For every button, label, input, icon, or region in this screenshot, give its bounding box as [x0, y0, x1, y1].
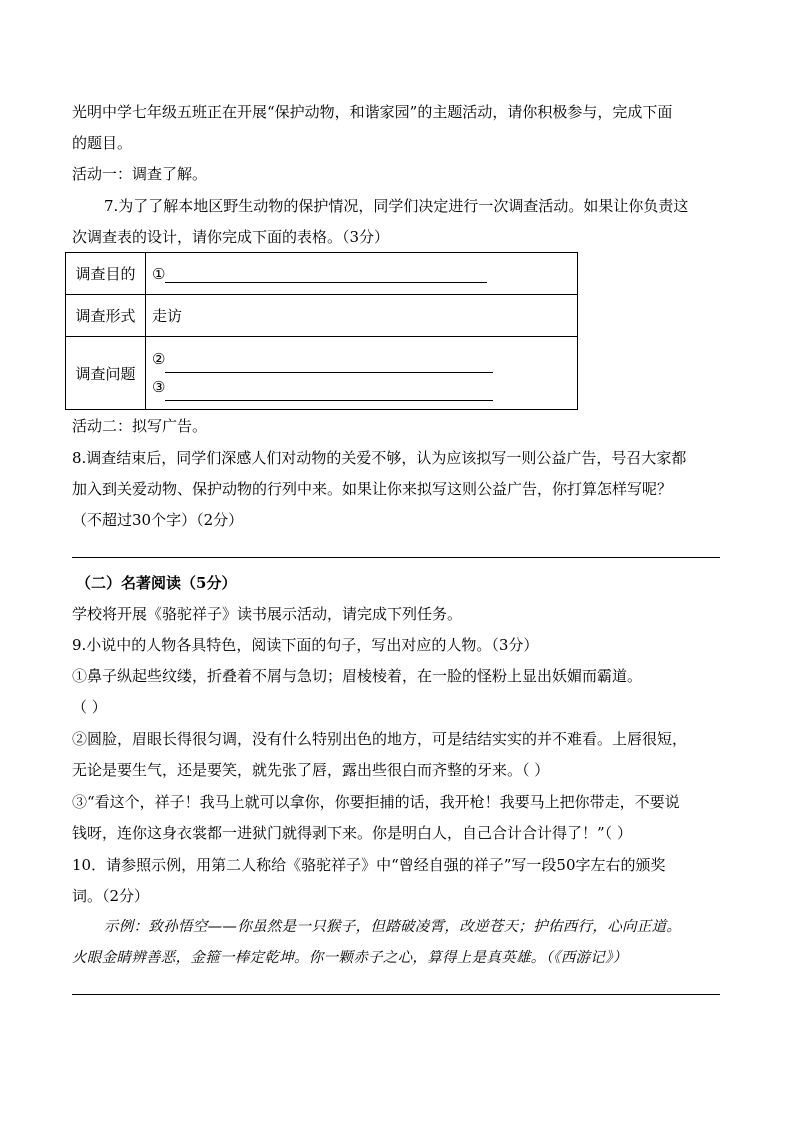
answer-blank[interactable] [165, 356, 493, 373]
intro-line-1: 光明中学七年级五班正在开展“保护动物，和谐家园”的主题活动，请你积极参与，完成下面 [72, 103, 673, 121]
activity-2-heading: 活动二：拟写广告。 [72, 417, 208, 435]
table-row [66, 253, 578, 295]
question-9-sentence-3-line-1: ③“看这个，祥子！我马上就可以拿你，你要拒捕的话，我开枪！我要马上把你带走，不要说 [72, 793, 680, 811]
table-label-form: 调查形式 [66, 295, 146, 337]
question-7-line-1: 7.为了了解本地区野生动物的保护情况，同学们决定进行一次调查活动。如果让你负责这 [104, 197, 689, 215]
answer-line[interactable] [72, 557, 720, 558]
blank-marker: ③ [152, 378, 166, 396]
answer-blank[interactable] [165, 384, 493, 401]
table-row [66, 337, 578, 410]
answer-line[interactable] [72, 994, 720, 995]
table-cell-questions[interactable] [146, 337, 578, 410]
survey-table [65, 252, 578, 410]
question-8-line-1: 8.调查结束后，同学们深感人们对动物的关爱不够，认为应该拟写一则公益广告，号召大家都 [72, 449, 687, 467]
answer-blank[interactable] [165, 266, 487, 283]
table-cell-purpose[interactable] [146, 253, 578, 295]
question-7-line-2: 次调查表的设计，请你完成下面的表格。（3分） [72, 228, 390, 246]
section-2-title: （二）名著阅读（5分） [76, 574, 237, 592]
question-10-line-1: 10．请参照示例，用第二人称给《骆驼祥子》中“曾经自强的祥子”写一段50字左右的颁奖 [72, 856, 666, 874]
section-2-intro: 学校将开展《骆驼祥子》读书展示活动，请完成下列任务。 [72, 605, 463, 623]
activity-1-heading: 活动一：调查了解。 [72, 165, 208, 183]
question-9-sentence-3-line-2: 钱呀，连你这身衣裳都一进狱门就得剥下来。你是明白人，自己合计合计得了！”（ ） [72, 824, 632, 842]
table-label-questions: 调查问题 [66, 337, 146, 410]
blank-marker: ① [152, 264, 166, 283]
question-9-stem: 9.小说中的人物各具特色，阅读下面的句子，写出对应的人物。（3分） [72, 636, 539, 654]
question-8-line-3: （不超过30个字）（2分） [72, 511, 244, 529]
question-9-sentence-2-line-1: ②圆脸，眉眼长得很匀调，没有什么特别出色的地方，可是结结实实的并不难看。上唇很短， [72, 730, 688, 748]
question-9-sentence-2-line-2: 无论是要生气，还是要笑，就先张了唇，露出些很白而齐整的牙来。（ ） [72, 761, 550, 779]
blank-marker: ② [152, 350, 166, 368]
question-9-sentence-1: ①鼻子纵起些纹缕，折叠着不屑与急切；眉棱棱着，在一脸的怪粉上显出妖媚而霸道。 [72, 667, 643, 685]
question-8-line-2: 加入到关爱动物、保护动物的行列中来。如果让你来拟写这则公益广告，你打算怎样写呢？ [72, 480, 673, 498]
table-label-purpose: 调查目的 [66, 253, 146, 295]
question-9-blank-1[interactable]: （ ） [72, 698, 107, 716]
question-10-line-2: 词。（2分） [72, 887, 150, 905]
example-line-1: 示例：致孙悟空——你虽然是一只猴子，但踏破凌霄，改逆苍天；护佑西行，心向正道。 [104, 919, 682, 935]
table-row [66, 295, 578, 337]
example-line-2: 火眼金睛辨善恶，金箍一棒定乾坤。你一颗赤子之心，算得上是真英雄。（《西游记》） [72, 950, 628, 966]
intro-line-2: 的题目。 [72, 134, 133, 152]
table-cell-form: 走访 [146, 295, 578, 337]
